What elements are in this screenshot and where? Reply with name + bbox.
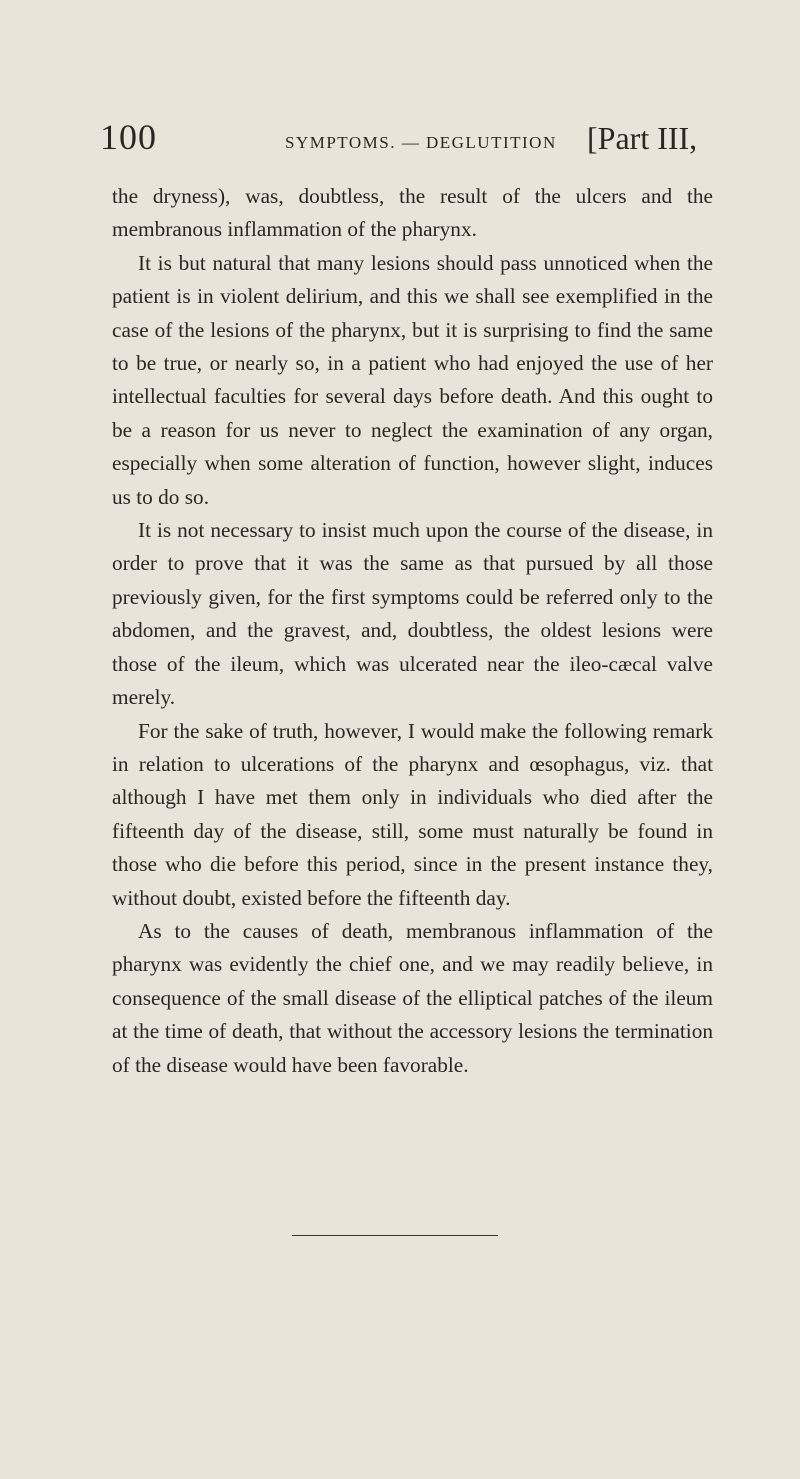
page-header bbox=[100, 110, 720, 156]
page-number: 100 bbox=[100, 117, 157, 157]
paragraph: It is but natural that many lesions should pass unnoticed when the patient is in violent delirium, and this we shall see exemplified in the case of the lesions of the pharynx, but it is surprising to find the same to be true, or nearly so, in a patient who had enjoyed the use of her intellectual faculties for several days before death. And this ought to be a reason for us never to neglect the examination of any organ, especially when some alteration of function, however slight, induces us to do so. bbox=[112, 250, 713, 509]
part-label: [Part III, bbox=[587, 120, 698, 156]
section-end-rule bbox=[292, 1235, 498, 1236]
paragraph: As to the causes of death, membranous inflammation of the pharynx was evidently the chief one, and we may readily believe, in consequence of the small disease of the elliptical patches of the ileum at the time of death, that without the accessory lesions the termination of the disease would have been favorable. bbox=[112, 918, 713, 1077]
running-head: SYMPTOMS. — DEGLUTITION bbox=[285, 133, 557, 152]
paragraph: It is not necessary to insist much upon the course of the disease, in order to prove that it was the same as that pursued by all those previously given, for the first symptoms could be referred only to the abdomen, and the gravest, and, doubtless, the oldest lesions were those of the ileum, which was ulcerated near the ileo-cæcal valve merely. bbox=[112, 518, 713, 710]
body-text bbox=[112, 180, 713, 1082]
paragraph: the dryness), was, doubtless, the result of the ulcers and the membranous inflammation of the pharynx. bbox=[112, 184, 713, 242]
paragraph: For the sake of truth, however, I would make the following remark in relation to ulcerations of the pharynx and œsophagus, viz. that although I have met them only in individuals who died after the fifteenth day of the disease, still, some must naturally be found in those who die before this period, since in the present instance they, without doubt, existed before the fifteenth day. bbox=[112, 718, 713, 910]
